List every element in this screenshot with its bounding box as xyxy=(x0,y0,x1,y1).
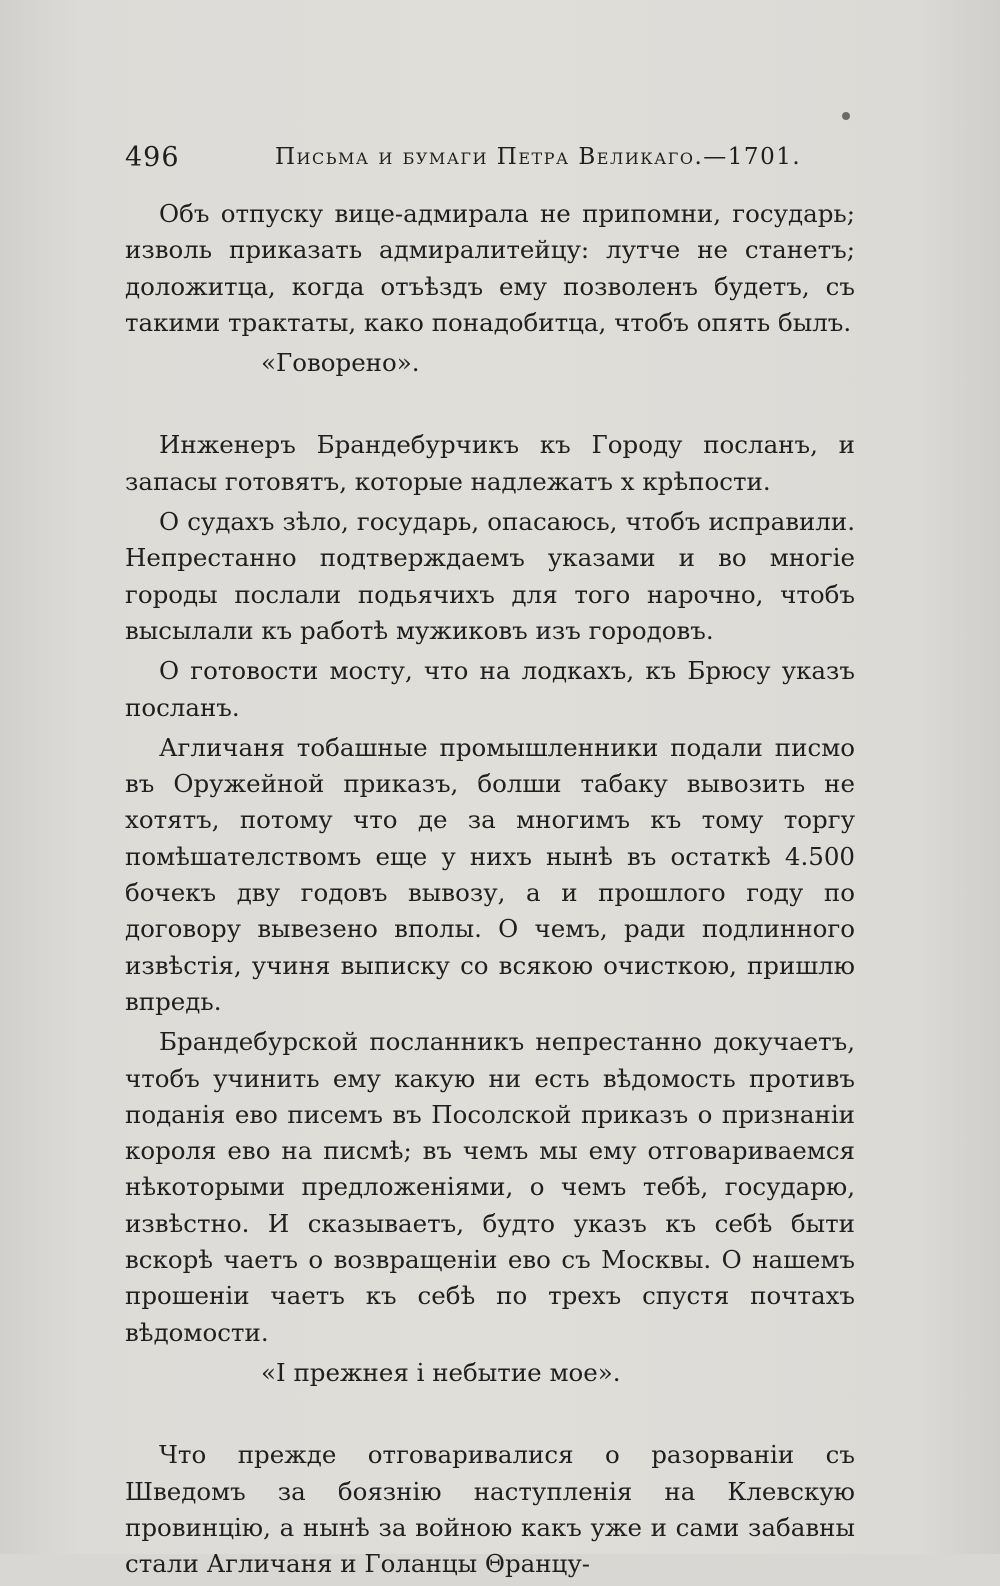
paragraph-envoy: Брандебурской посланникъ непрестанно докучаетъ, чтобъ учинить ему какую ни есть вѣдомость противъ поданія ево писемъ въ Посолской приказъ о признаніи короля ево на писмѣ; въ чемъ мы ему отговариваемся нѣкоторыми предложеніями, о чемъ тебѣ, государю, извѣстно. И сказываетъ, будто указъ къ себѣ быти вскорѣ чаетъ о возвращеніи ево съ Москвы. О нашемъ прошеніи чаетъ къ себѣ по трехъ спустя почтахъ вѣдомости. xyxy=(125,1027,855,1347)
paragraph-vice-admiral: Объ отпуску вице-адмирала не припомни, государь; изволь приказать адмиралитейцу: лутче не станетъ; доложитца, когда отъѣздъ ему позволенъ будетъ, съ такими трактаты, како понадобитца, чтобъ опять былъ. xyxy=(125,199,855,337)
paragraph-ships: О судахъ зѣло, государь, опасаюсь, чтобъ исправили. Непрестанно подтверждаемъ указами и во многіе городы послали подьячихъ для того нарочно, чтобъ высылали къ работѣ мужиковъ изъ городовъ. xyxy=(125,507,855,645)
quote-govoreno: «Говорено». xyxy=(261,348,420,378)
quote-absence: «I прежнея і небытие мое». xyxy=(261,1357,621,1387)
running-title: Письма и бумаги Петра Великаго.—1701. xyxy=(275,144,802,170)
paragraph-bridge: О готовости мосту, что на лодкахъ, къ Брюсу указъ посланъ. xyxy=(125,656,855,722)
ink-speck xyxy=(842,112,850,120)
page-header xyxy=(125,142,802,182)
body-text xyxy=(125,196,855,1586)
paragraph-sweden: Что прежде отговаривалися о разорваніи съ Шведомъ за боязнію наступленія на Клевскую провинцію, а нынѣ за войною какъ уже и сами забавны стали Агличаня и Голанцы Θранцу- xyxy=(125,1440,855,1579)
paragraph-tobacco: Агличаня тобашные промышленники подали писмо въ Оружейной приказъ, болши табаку вывозить не хотятъ, потому что де за многимъ къ тому торгу помѣшателствомъ еще у нихъ нынѣ въ остаткѣ 4.500 бочекъ дву годовъ вывозу, а и прошлого году по договору вывезено вполы. О чемъ, ради подлинного извѣстія, учиня выписку со всякою очисткою, пришлю впредь. xyxy=(125,732,855,1016)
paragraph-engineer: Инженеръ Брандебурчикъ къ Городу посланъ, и запасы готовятъ, которые надлежатъ х крѣпости. xyxy=(125,430,855,496)
page-number: 496 xyxy=(125,142,180,173)
